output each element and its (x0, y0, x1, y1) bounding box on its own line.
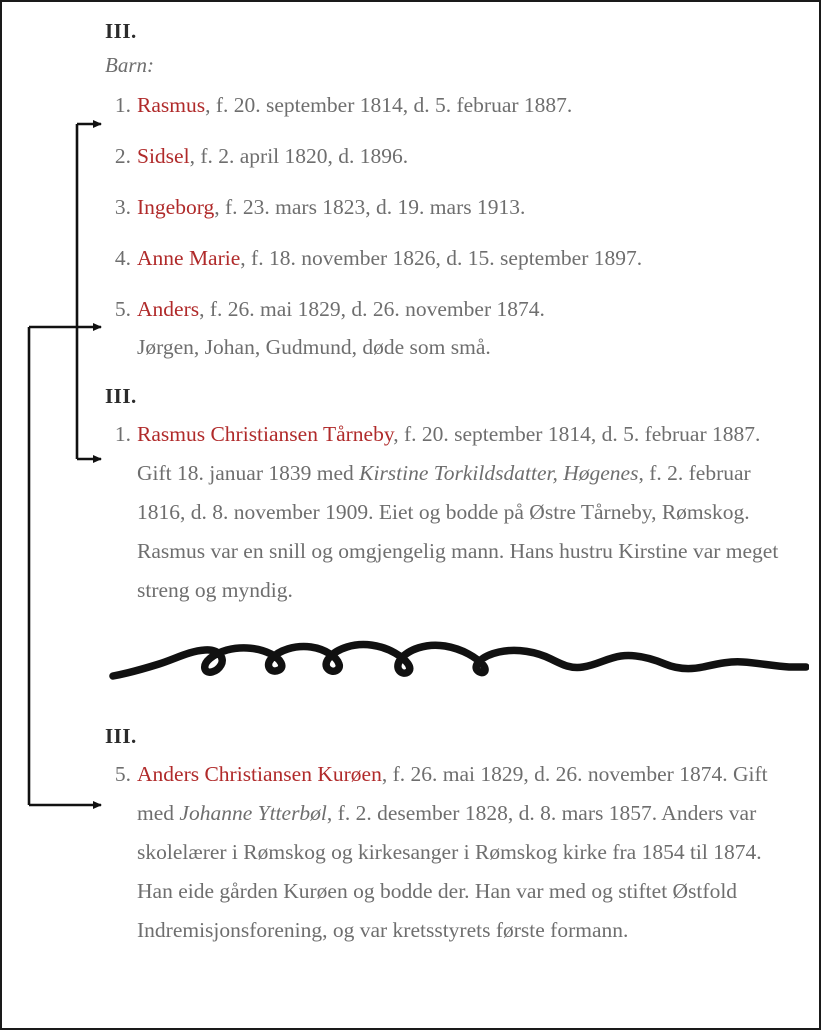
child-details: , f. 23. mars 1823, d. 19. mars 1913. (214, 195, 526, 219)
child-name[interactable]: Sidsel (137, 144, 190, 168)
page-content (105, 10, 795, 950)
entry-spouse[interactable]: Kirstine Torkildsdatter, Høgenes (359, 461, 639, 485)
entry-text-2: , f. 2. desember 1828, d. 8. mars 1857. Anders var skolelærer i Rømskog og kirkesanger i Rømskog kirke fra 1854 til 1874. Han eide gården Kurøen og bodde der. Han var med og stiftet Østfold Indremisjonsforening, og var kretsstyrets første formann. (137, 801, 762, 942)
entry-anders (105, 755, 795, 950)
child-name[interactable]: Anders (137, 297, 200, 321)
entry-spouse[interactable]: Johanne Ytterbøl (179, 801, 327, 825)
squiggle-divider (109, 636, 809, 692)
section-rasmus (105, 381, 795, 610)
children-list (105, 90, 795, 324)
list-item (105, 141, 795, 171)
list-item (105, 192, 795, 222)
list-item-number: 2. (114, 144, 131, 168)
list-item (105, 294, 795, 324)
section-anders (105, 721, 795, 950)
entry-text-1: , f. 26. mai 1829, d. 26. november 1874. Gift med (137, 762, 768, 825)
entry-number: 1. (114, 422, 131, 446)
entry-name[interactable]: Anders Christiansen Kurøen (137, 762, 382, 786)
list-item (105, 243, 795, 273)
child-details: , f. 2. april 1820, d. 1896. (189, 144, 409, 168)
child-details: , f. 26. mai 1829, d. 26. november 1874. (199, 297, 545, 321)
child-name[interactable]: Ingeborg (137, 195, 215, 219)
child-name[interactable]: Anne Marie (137, 246, 241, 270)
section-heading-rasmus: III. (105, 384, 137, 408)
section-children (105, 16, 795, 362)
section-heading-anders: III. (105, 724, 137, 748)
list-item (105, 90, 795, 120)
entry-text-1: , f. 20. september 1814, d. 5. februar 1887. Gift 18. januar 1839 med (137, 422, 761, 485)
list-item-number: 1. (114, 93, 131, 117)
section-heading-children: III. (105, 19, 137, 43)
entry-number: 5. (114, 762, 131, 786)
list-item-number: 3. (114, 195, 131, 219)
child-details: , f. 20. september 1814, d. 5. februar 1887. (205, 93, 573, 117)
barn-label: Barn: (105, 53, 154, 77)
child-name[interactable]: Rasmus (137, 93, 206, 117)
children-note: Jørgen, Johan, Gudmund, døde som små. (137, 335, 491, 359)
list-item-number: 5. (114, 297, 131, 321)
child-details: , f. 18. november 1826, d. 15. september 1897. (240, 246, 643, 270)
entry-text-2: , f. 2. februar 1816, d. 8. november 1909. Eiet og bodde på Østre Tårneby, Rømskog. Rasmus var en snill og omgjengelig mann. Hans hustru Kirstine var meget streng og myndig. (137, 461, 779, 602)
entry-rasmus (105, 415, 795, 610)
list-item-number: 4. (114, 246, 131, 270)
entry-name[interactable]: Rasmus Christiansen Tårneby (137, 422, 394, 446)
